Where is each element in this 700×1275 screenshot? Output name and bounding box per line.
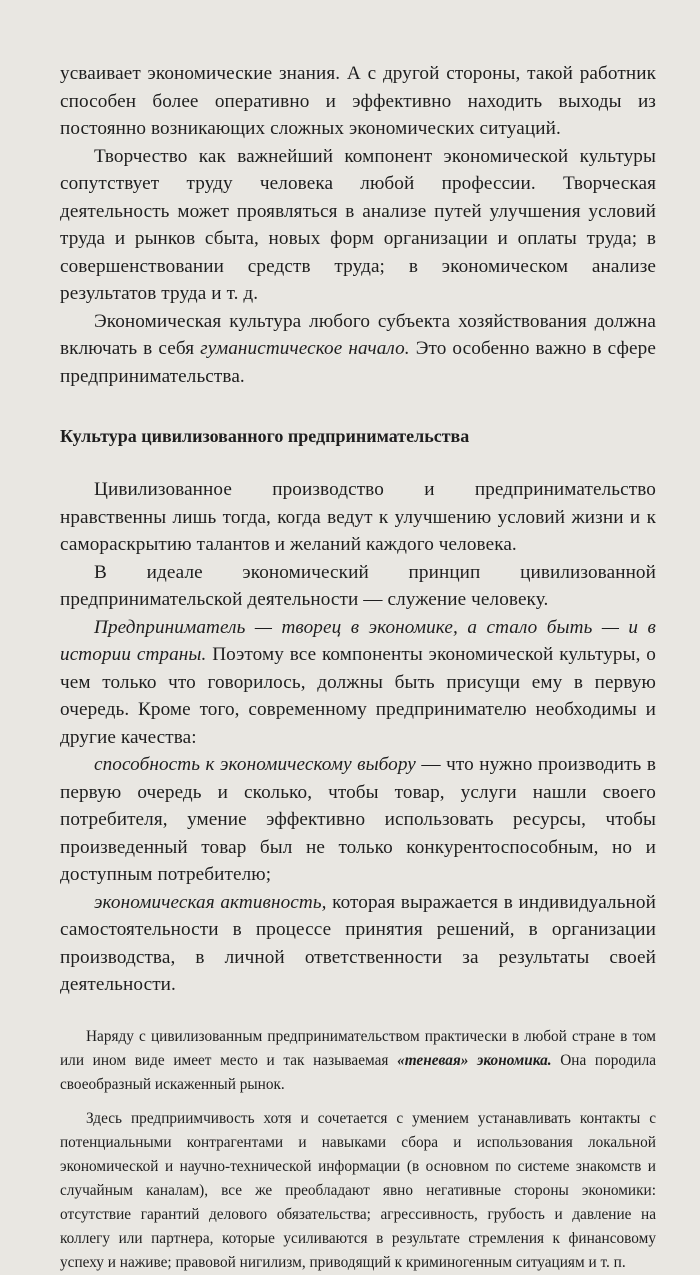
paragraph-humanistic-text: Экономическая культура любого субъекта хозяйствования должна включать в себя (60, 310, 656, 359)
paragraph-civilized-production: Цивилизованное производство и предпринимательство нравственны лишь тогда, когда ведут к улучшению условий жизни и к самораскрытию талантов и желаний каждого человека. (60, 479, 656, 555)
paragraph-continuation: усваивает экономические знания. А с другой стороны, такой работник способен более оперативно и эффективно находить выходы из постоянно возникающих сложных экономических ситуаций. (60, 63, 656, 139)
paragraph-economic-choice-emphasis: способность к экономическому выбору (94, 754, 416, 775)
paragraph-ideal-principle: В идеале экономический принцип цивилизованной предпринимательской деятельности — служение человеку. (60, 561, 656, 610)
paragraph-creativity: Творчество как важнейший компонент экономической культуры сопутствует труду человека любой профессии. Творческая деятельность может проявляться в анализе путей улучшения условий труда и рынков сбыта, новых форм организации и оплаты труда; в совершенствовании средств труда; в экономическом анализе результатов труда и т. д. (60, 145, 656, 304)
note-shadow-economy-tail: Она породила своеобразный искаженный рынок. (60, 1051, 656, 1093)
section-heading: Культура цивилизованного предпринимательства (60, 426, 470, 446)
paragraph-economic-choice (60, 751, 656, 889)
paragraph-humanistic (60, 308, 656, 391)
paragraph-entrepreneur-text: Поэтому все компоненты экономической культуры, о чем только что говорилось, должны быть присущи ему в первую очередь. Кроме того, современному предпринимателю необходимы и другие качества: (60, 644, 656, 748)
paragraph-economic-activity (60, 889, 656, 999)
paragraph-economic-choice-text: — что нужно производить в первую очередь и сколько, чтобы товар, услуги нашли своего потребителя, умение эффективно использовать ресурсы, чтобы произведенный товар был не только конкурентоспособным, но и доступным потребителю; (60, 754, 657, 885)
paragraph-economic-activity-emphasis: экономическая активность, (94, 891, 327, 913)
paragraph-humanistic-emphasis: гуманистическое начало. (200, 338, 410, 359)
paragraph-humanistic-tail: Это особенно важно в сфере предпринимательства. (60, 338, 656, 387)
paragraph-entrepreneur-emphasis: Предприниматель — творец в экономике, а стало быть — и в истории страны. (60, 616, 656, 665)
note-shadow-economy (60, 1025, 656, 1097)
note-negative-sides: Здесь предприимчивость хотя и сочетается с умением устанавливать контакты с потенциальными контрагентами и навыками сбора и использования локальной экономической и научно-технической информации (в основном по системе знакомств и случайным каналам), все же преобладают явно негативные стороны экономики: отсутствие гарантий делового обязательства; агрессивность, грубость и давление на коллегу или партнера, которые усиливаются в результате стремления к финансовому успеху и наживе; правовой нигилизм, приводящий к криминогенным ситуациям и т. п. (60, 1109, 656, 1271)
paragraph-entrepreneur (60, 614, 656, 752)
paragraph-economic-activity-text: которая выражается в индивидуальной самостоятельности в процессе принятия решений, в организации производства, в личной ответственности за результаты своей деятельности. (60, 891, 656, 995)
note-shadow-economy-emphasis: «теневая» экономика. (397, 1051, 552, 1069)
note-shadow-economy-text: Наряду с цивилизованным предпринимательством практически в любой стране в том или ином виде имеет место и так называемая (60, 1027, 656, 1069)
